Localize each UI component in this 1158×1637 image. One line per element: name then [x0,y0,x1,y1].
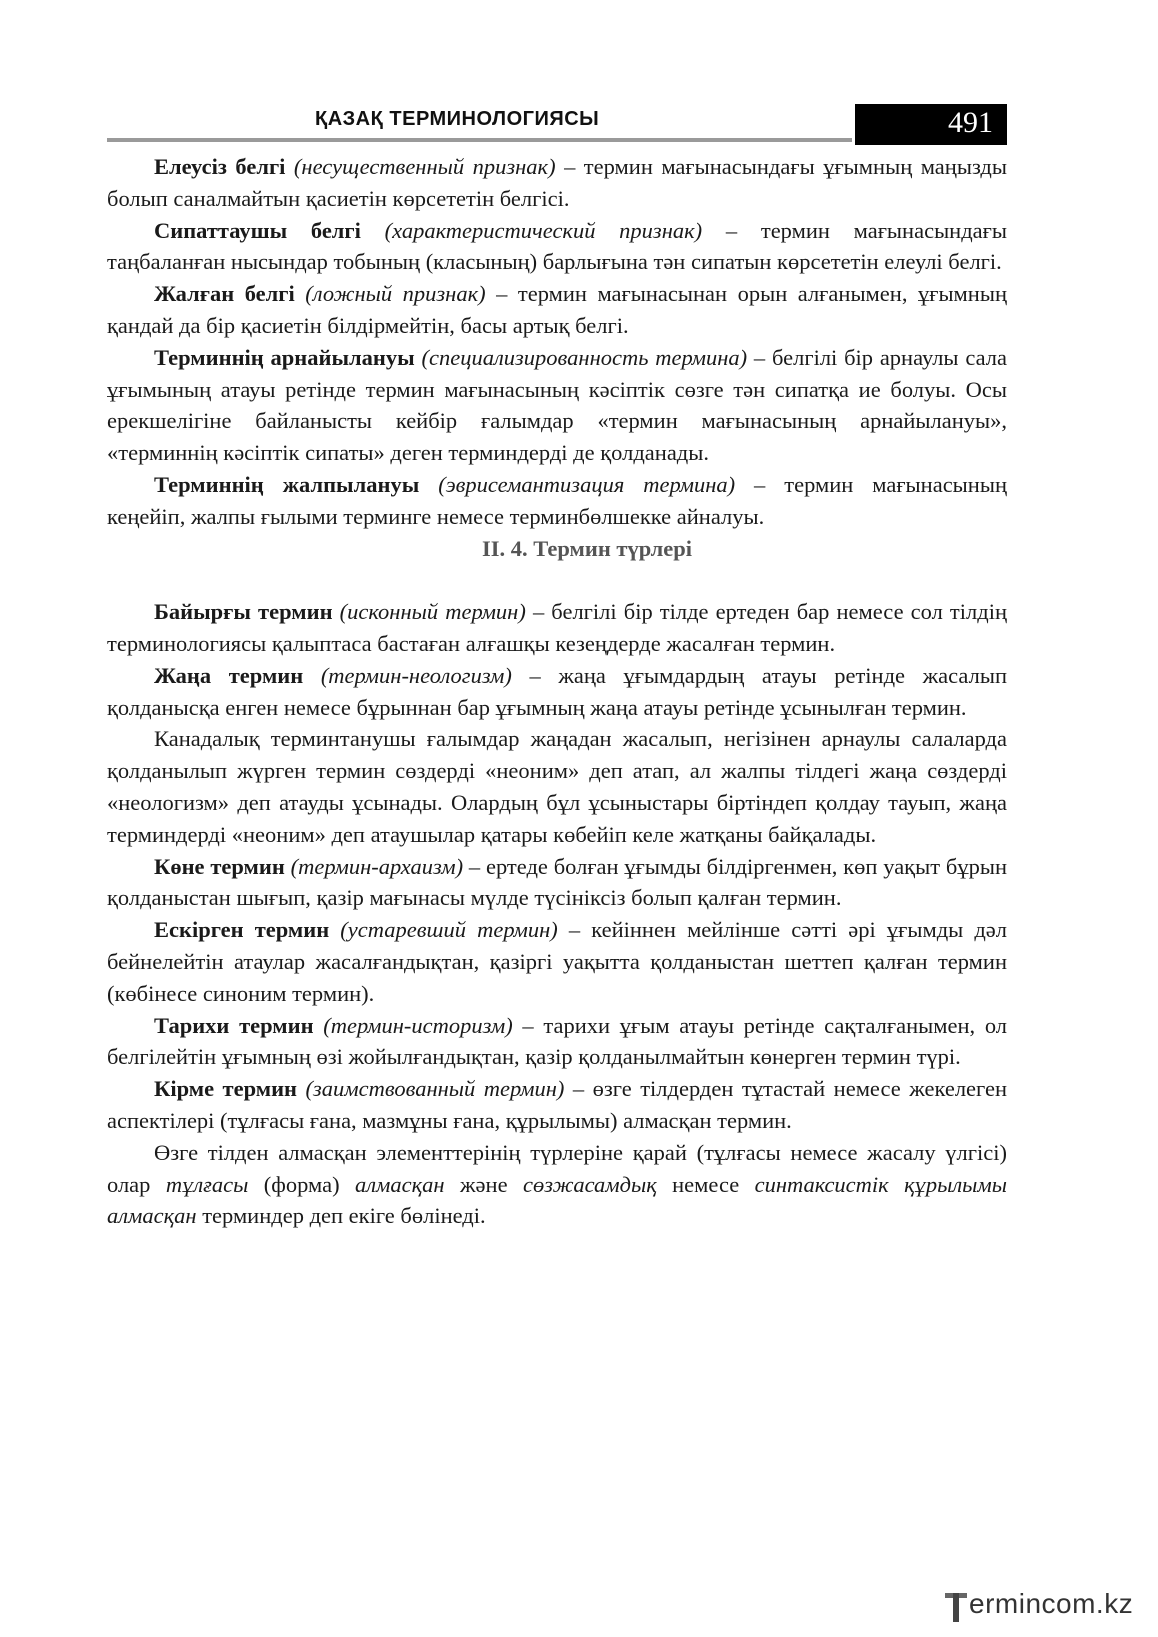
text-run: терминдер деп екіге бөлінеді. [196,1203,486,1229]
term-russian: (ложный признак) [305,281,486,307]
term: Кірме термин [154,1076,298,1102]
definition: – өзге тілдерден тұтастай немесе жекелеген аспектілері (тұлғасы ғана, мазмұны ғана, құрылымы) алмасқан термин. [107,1076,1007,1133]
paragraph-6 [107,596,1007,660]
paragraph-5 [107,469,1007,533]
section-heading [107,533,1007,597]
running-title: ҚАЗАҚ ТЕРМИНОЛОГИЯСЫ [315,108,600,130]
term-russian: (устаревший термин) [340,917,558,943]
term-russian: (термин-архаизм) [290,853,464,879]
term: Елеусіз белгі [154,154,286,179]
section-heading-text: ІІ. 4. Термин түрлері [481,535,693,561]
page-number: 491 [948,106,993,139]
term-russian: (эврисемантизация термина) [438,471,736,497]
text-run: және [444,1171,523,1197]
term-russian: (термин-неологизм) [320,662,512,688]
term: Ескірген термин [154,917,330,943]
term: Терминнің арнайылануы [154,344,415,370]
definition: – белгілі бір арнаулы сала ұғымының атауы ретінде термин мағынасының кәсіптік сөзге тән сипатқа ие болуы. Осы ерекшелігіне байланысты кейбір ғалымдар «термин мағынасының арнайылануы», «терминнің кәсіптік сипаты» деген терминдерді де қолданады. [107,344,1007,466]
termincom-logo [945,1588,1145,1628]
term: Сипаттаушы белгі [154,217,361,243]
termin-logo-icon [945,1590,967,1624]
definition: – жаңа ұғымдардың атауы ретінде жасалып қолданысқа енген немесе бұрыннан бар ұғымның жаңа атауы ретінде ұсынылған термин. [107,662,1007,720]
definition: – ертеде болған ұғымды білдіргенмен, көп уақыт бұрын қолданыстан шығып, қазір мағынасы мүлде түсініксіз болып қалған термин. [107,853,1007,911]
term-russian: (исконный термин) [339,599,526,625]
term: Тарихи термин [154,1012,314,1038]
term: Байырғы термин [154,599,333,625]
paragraph-4 [107,342,1007,469]
paragraph-7 [107,660,1007,724]
paragraph-9 [107,851,1007,915]
definition: – термин мағынасындағы таңбаланған нысындар тобының (класының) барлығына тән сипатын көрсететін елеулі белгі. [107,217,1008,275]
term-russian: (специализированность термина) [421,344,748,370]
term: Көне термин [154,853,285,879]
italic-run: тұлғасы [165,1171,249,1197]
page-header [107,104,1007,144]
paragraph-3 [107,278,1007,342]
text-run: Өзге тілден алмасқан элементтерінің түрлеріне қарай (тұлғасы немесе жасалу үлгісі) олар [107,1139,1007,1197]
paragraph-12 [107,1073,1007,1137]
term: Жалған белгі [154,281,295,307]
term-russian: (характеристический признак) [384,217,703,243]
definition: – кейіннен мейлінше сәтті әрі ұғымды дәл бейнелейтін атаулар жасалғандықтан, қазіргі уақытта қолданыстан шеттеп қалған термин (көбінесе синоним термин). [107,917,1008,1006]
paragraph-2 [107,215,1007,279]
definition: – термин мағынасынан орын алғанымен, ұғымның қандай да бір қасиетін білдірмейтін, басы артық белгі. [107,281,1007,338]
term-russian: (несущественный признак) [293,154,556,179]
watermark-text: ermincom.kz [969,1588,1134,1619]
paragraph-8: Канадалық терминтанушы ғалымдар жаңадан жасалып, негізінен арнаулы салаларда қолданылып жүрген термин сөздерді «неоним» деп атап, ал жалпы тілдегі жаңа сөздерді «неологизм» деп атауды ұсынады. Олардың бұл ұсыныстары біртіндеп қолдау тауып, жаңа терминдерді «неоним» деп атаушылар қатары көбейіп келе жатқаны байқалады. [107,726,1007,847]
page-body [107,151,1007,1232]
header-rule [107,138,852,142]
definition: – термин мағынасындағы ұғымның маңызды болып саналмайтын қасиетін көрсететін белгісі. [107,154,1007,211]
italic-run: синтаксистік құрылымы алмасқан [107,1171,1008,1229]
text-run: немесе [656,1171,755,1197]
definition: – тарихи ұғым атауы ретінде сақталғанымен, ол белгілейтін ұғымның өзі жойылғандықтан, қазір қолданылмайтын көнерген термин түрі. [107,1012,1007,1070]
paragraph-11 [107,1010,1007,1074]
paragraph-1 [107,151,1007,215]
text-run: (форма) [248,1171,355,1197]
italic-run: алмасқан [355,1171,445,1197]
term-russian: (термин-историзм) [323,1012,513,1038]
definition: – термин мағынасының кеңейіп, жалпы ғылыми терминге немесе терминбөлшекке айналуы. [107,471,1007,529]
term: Жаңа термин [154,662,304,688]
definition: – белгілі бір тілде ертеден бар немесе сол тілдің терминологиясы қалыптаса бастаған алғашқы кезеңдерде жасалған термин. [107,599,1007,656]
page-number-box [855,104,1007,145]
paragraph-10 [107,914,1007,1009]
paragraph-13 [107,1137,1007,1232]
term: Терминнің жалпылануы [154,471,420,497]
italic-run: сөзжасамдық [522,1171,657,1197]
term-russian: (заимствованный термин) [305,1076,565,1102]
